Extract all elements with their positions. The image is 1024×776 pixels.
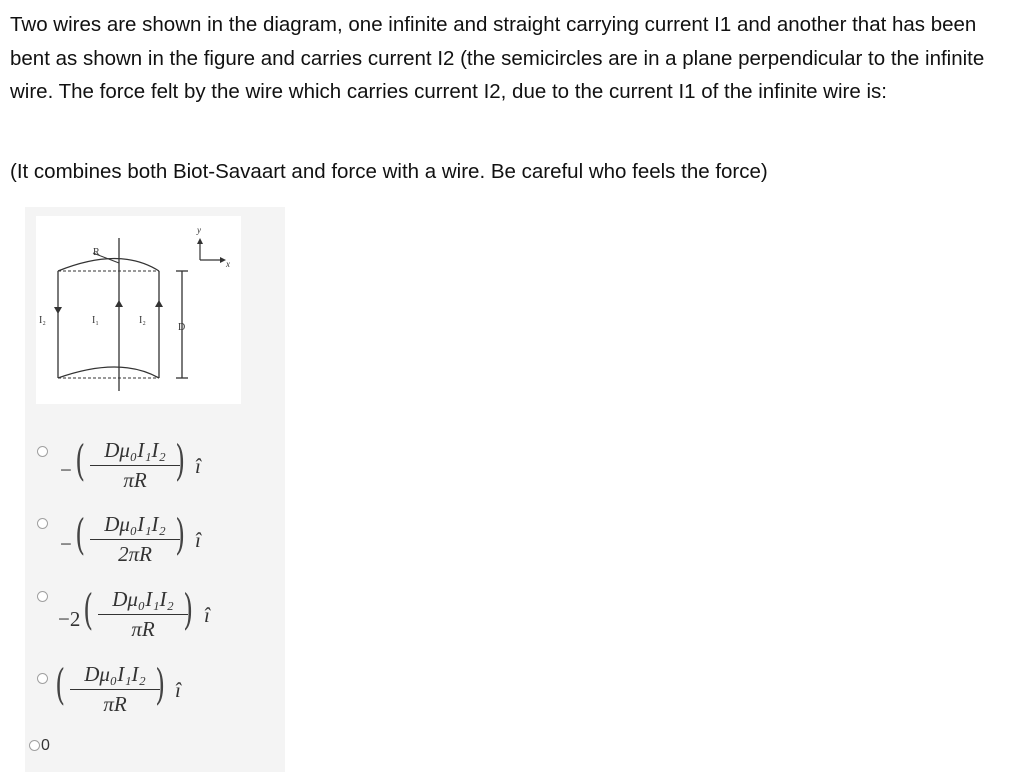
bottom-semicircle-front (58, 367, 159, 378)
option-2-coefficient: − (60, 532, 72, 556)
option-2-radio[interactable] (37, 518, 48, 529)
arrow-down-left (54, 307, 62, 314)
option-3-radio[interactable] (37, 591, 48, 602)
question-note: (It combines both Biot-Savaart and force with a wire. Be careful who feels the force) (10, 160, 768, 183)
label-axis-x: x (226, 259, 230, 269)
label-I2-left: I₂ (39, 315, 46, 326)
arrow-up-right (155, 300, 163, 307)
option-4-radio[interactable] (37, 673, 48, 684)
option-3-denominator: πR (131, 617, 155, 642)
label-axis-y: y (197, 225, 201, 235)
option-4-expression: ( Dμ₀I₁I₂ πR ) î (55, 660, 181, 717)
option-3-coefficient: −2 (58, 607, 81, 631)
option-1-expression: − ( Dμ₀I₁I₂ πR ) î (60, 436, 201, 493)
label-R: R (93, 247, 100, 258)
option-5-label: 0 (41, 737, 50, 754)
label-I1: I₁ (92, 315, 99, 326)
option-1-unit-vector: î (195, 454, 201, 478)
option-3-expression: −2 ( Dμ₀I₁I₂ πR ) î (58, 585, 210, 642)
label-D: D (178, 322, 186, 333)
option-2-numerator: Dμ₀I₁I₂ (104, 512, 166, 536)
option-1-numerator: Dμ₀I₁I₂ (104, 438, 166, 462)
option-1-denominator: πR (123, 468, 147, 493)
option-3-unit-vector: î (204, 603, 210, 627)
option-1-radio[interactable] (37, 446, 48, 457)
option-4-numerator: Dμ₀I₁I₂ (84, 662, 146, 686)
option-3-numerator: Dμ₀I₁I₂ (112, 587, 174, 611)
label-I2-right: I₂ (139, 315, 146, 326)
option-4-unit-vector: î (175, 678, 181, 702)
option-2-denominator: 2πR (118, 542, 152, 567)
option-1-coefficient: − (60, 458, 72, 482)
arrow-up-center (115, 300, 123, 307)
option-4-denominator: πR (103, 692, 127, 717)
wire-diagram (36, 216, 241, 404)
top-semicircle-front (58, 259, 159, 272)
option-5-radio[interactable] (29, 740, 40, 751)
option-2-expression: − ( Dμ₀I₁I₂ 2πR ) î (60, 510, 201, 567)
question-text: Two wires are shown in the diagram, one infinite and straight carrying current I1 and another that has been bent as shown in the figure and carries current I2 (the semicircles are in a plane perpendicular to the infinite wire. The force felt by the wire which carries current I2, due to the current I1 of the infinite wire is: (10, 13, 985, 103)
option-2-unit-vector: î (195, 528, 201, 552)
